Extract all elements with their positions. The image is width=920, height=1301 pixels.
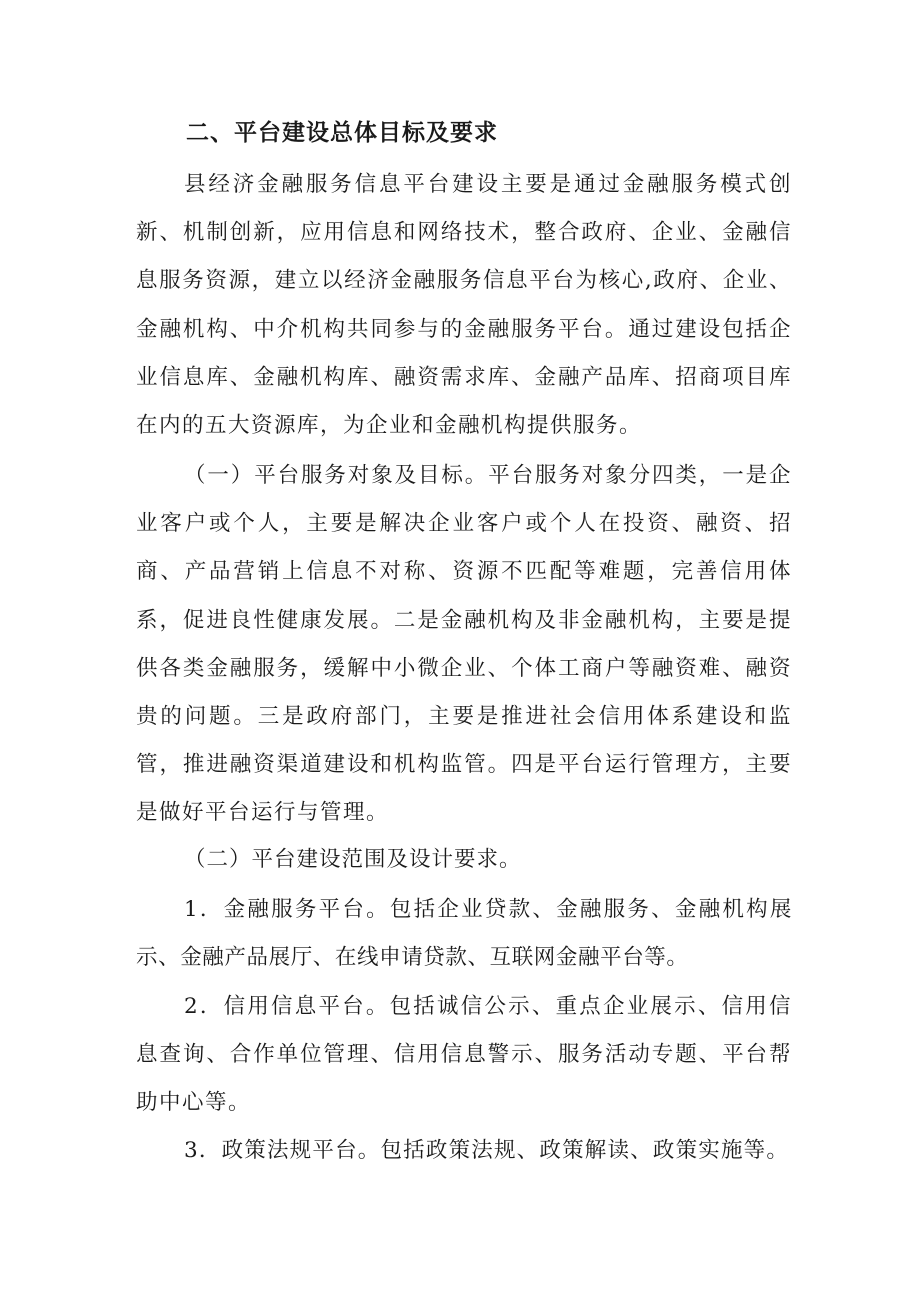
paragraph-policy-platform: 3．政策法规平台。包括政策法规、政策解读、政策实施等。 <box>184 1138 790 1163</box>
paragraph-credit-platform: 2．信用信息平台。包括诚信公示、重点企业展示、信用信息查询、合作单位管理、信用信息警示、服务活动专题、平台帮助中心等。 <box>136 994 792 1116</box>
paragraph-financial-platform: 1．金融服务平台。包括企业贷款、金融服务、金融机构展示、金融产品展厅、在线申请贷款、互联网金融平台等。 <box>136 897 792 971</box>
section-heading: 二、平台建设总体目标及要求 <box>186 120 498 146</box>
paragraph-scope-heading: （二）平台建设范围及设计要求。 <box>184 847 522 872</box>
paragraph-service-targets: （一）平台服务对象及目标。平台服务对象分四类，一是企业客户或个人，主要是解决企业客户或个人在投资、融资、招商、产品营销上信息不对称、资源不匹配等难题，完善信用体系，促进良性健康发展。二是金融机构及非金融机构，主要是提供各类金融服务，缓解中小微企业、个体工商户等融资难、融资贵的问题。三是政府部门，主要是推进社会信用体系建设和监管，推进融资渠道建设和机构监管。四是平台运行管理方，主要是做好平台运行与管理。 <box>136 463 792 826</box>
paragraph-overview: 县经济金融服务信息平台建设主要是通过金融服务模式创新、机制创新，应用信息和网络技术，整合政府、企业、金融信息服务资源，建立以经济金融服务信息平台为核心,政府、企业、金融机构、中介机构共同参与的金融服务平台。通过建设包括企业信息库、金融机构库、融资需求库、金融产品库、招商项目库在内的五大资源库，为企业和金融机构提供服务。 <box>136 172 792 439</box>
